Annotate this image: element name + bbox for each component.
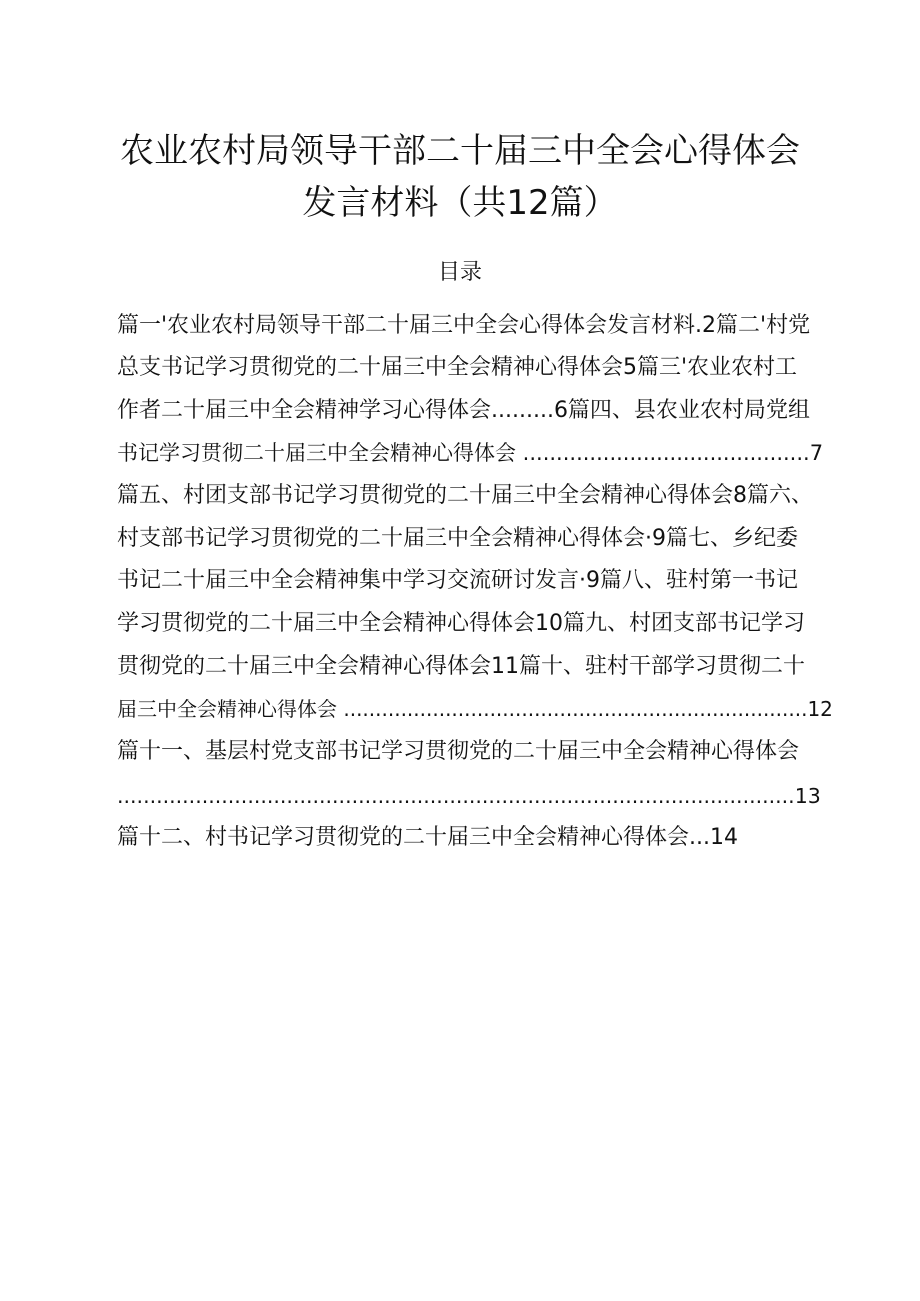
toc-line[interactable]: 篇十一、基层村党支部书记学习贯彻党的二十届三中全会精神心得体会 [117, 739, 800, 764]
toc-line[interactable]: 村支部书记学习贯彻党的二十届三中全会精神心得体会·9篇七、乡纪委 [117, 526, 798, 551]
toc-line[interactable]: 书记学习贯彻二十届三中全会精神心得体会 ...........................................7 [117, 441, 824, 465]
toc-line[interactable]: 篇五、村团支部书记学习贯彻党的二十届三中全会精神心得体会8篇六、 [117, 483, 813, 508]
toc-line[interactable]: 篇一'农业农村局领导干部二十届三中全会心得体会发言材料.2篇二'村党 [117, 313, 811, 338]
toc-line[interactable]: 篇十二、村书记学习贯彻党的二十届三中全会精神心得体会...14 [117, 825, 738, 850]
document-title-line-1: 农业农村局领导干部二十届三中全会心得体会 [120, 131, 800, 171]
toc-line[interactable]: 学习贯彻党的二十届三中全会精神心得体会10篇九、村团支部书记学习 [117, 611, 805, 636]
toc-line[interactable]: 书记二十届三中全会精神集中学习交流研讨发言·9篇八、驻村第一书记 [117, 568, 798, 593]
toc-line[interactable]: ........................................................................................................13 [117, 784, 821, 808]
toc-line[interactable]: 总支书记学习贯彻党的二十届三中全会精神心得体会5篇三'农业农村工 [117, 355, 798, 380]
toc-line[interactable]: 作者二十届三中全会精神学习心得体会.........6篇四、县农业农村局党组 [117, 398, 810, 423]
toc-heading: 目录 [437, 260, 482, 285]
document-title-line-2: 发言材料（共12篇） [302, 183, 618, 223]
toc-line[interactable]: 贯彻党的二十届三中全会精神心得体会11篇十、驻村干部学习贯彻二十 [117, 654, 805, 679]
toc-line[interactable]: 届三中全会精神心得体会 .........................................................................12 [117, 697, 833, 721]
